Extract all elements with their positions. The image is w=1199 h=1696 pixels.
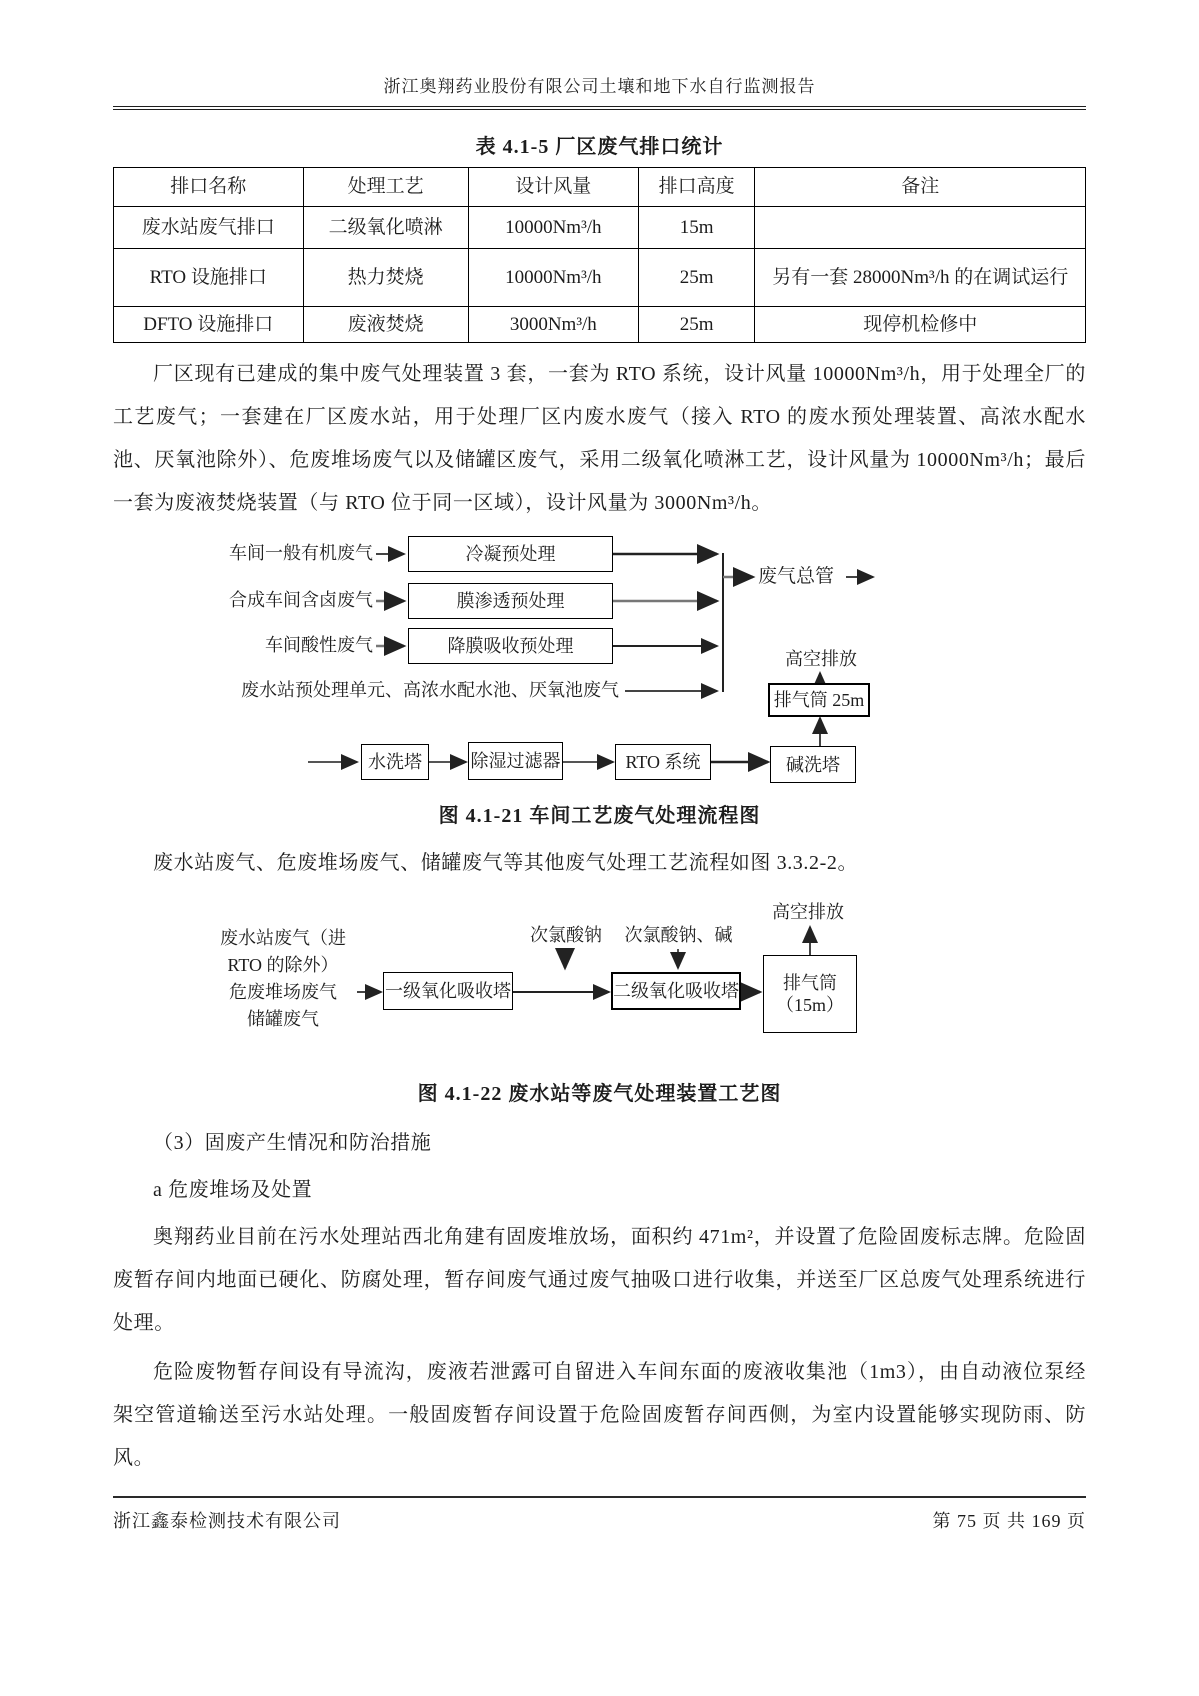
col-header-outlet-name: 排口名称 bbox=[114, 168, 304, 207]
source-line-3: 危废堆场废气 bbox=[229, 982, 337, 1002]
paragraph-other-gas-intro: 废水站废气、危废堆场废气、储罐废气等其他废气处理工艺流程如图 3.3.2-2。 bbox=[153, 852, 859, 874]
cell-outlet-name: DFTO 设施排口 bbox=[114, 307, 304, 343]
paragraph-waste-yard-detail: 奥翔药业目前在污水处理站西北角建有固废堆放场，面积约 471m²，并设置了危险固废标志牌。危险固废暂存间内地面已硬化、防腐处理，暂存间废气通过废气抽吸口进行收集，并送至厂区总废气处理系统进行处理。 bbox=[113, 1226, 1086, 1334]
col-header-process: 处理工艺 bbox=[303, 168, 468, 207]
box-membrane-pretreatment: 膜渗透预处理 bbox=[408, 583, 613, 619]
source-line-4: 储罐废气 bbox=[247, 1009, 319, 1029]
col-header-remark: 备注 bbox=[755, 168, 1086, 207]
figure2-caption: 图 4.1-22 废水站等废气处理装置工艺图 bbox=[417, 1083, 782, 1105]
box-condensation-pretreatment: 冷凝预处理 bbox=[408, 536, 613, 572]
cell-remark: 另有一套 28000Nm³/h 的在调试运行 bbox=[755, 249, 1086, 307]
box-stack-25m: 排气筒 25m bbox=[768, 683, 870, 717]
source-line-2: RTO 的除外） bbox=[227, 955, 339, 975]
table-row bbox=[114, 307, 1086, 343]
table-row bbox=[114, 207, 1086, 249]
cell-airflow: 10000Nm³/h bbox=[468, 249, 638, 307]
cell-airflow: 3000Nm³/h bbox=[468, 307, 638, 343]
label-sodium-hypochlorite: 次氯酸钠 bbox=[530, 925, 602, 945]
box-falling-film-pretreatment: 降膜吸收预处理 bbox=[408, 628, 613, 664]
label-main-exhaust-pipe: 废气总管 bbox=[758, 566, 835, 587]
paragraph-hazardous-storage-detail: 危险废物暂存间设有导流沟，废液若泄露可自留进入车间东面的废液收集池（1m3），由自动液位泵经架空管道输送至污水站处理。一般固废暂存间设置于危险固废暂存间西侧，为室内设置能够实现防雨、防风。 bbox=[113, 1361, 1086, 1469]
cell-height: 25m bbox=[638, 249, 755, 307]
figure1-caption: 图 4.1-21 车间工艺废气处理流程图 bbox=[438, 805, 761, 827]
source-line-1: 废水站废气（进 bbox=[220, 928, 346, 948]
source-gas-label-block bbox=[213, 925, 353, 1033]
box-water-wash-tower: 水洗塔 bbox=[361, 744, 429, 780]
box-secondary-oxidation-tower: 二级氧化吸收塔 bbox=[611, 972, 741, 1010]
cell-process: 热力焚烧 bbox=[303, 249, 468, 307]
input-label-organic-gas: 车间一般有机废气 bbox=[229, 543, 373, 563]
cell-height: 15m bbox=[638, 207, 755, 249]
input-label-acid-gas: 车间酸性废气 bbox=[265, 635, 373, 655]
col-header-outlet-height: 排口高度 bbox=[638, 168, 755, 207]
figure-workshop-exhaust-flow bbox=[113, 533, 1086, 785]
table-header-row bbox=[114, 168, 1086, 207]
label-high-altitude-discharge: 高空排放 bbox=[772, 902, 844, 922]
cell-airflow: 10000Nm³/h bbox=[468, 207, 638, 249]
cell-remark bbox=[755, 207, 1086, 249]
input-label-halogen-gas: 合成车间含卤废气 bbox=[229, 590, 373, 610]
stack-label-line2: （15m） bbox=[775, 995, 844, 1015]
footer-company: 浙江鑫泰检测技术有限公司 bbox=[113, 1511, 341, 1531]
label-sodium-hypochlorite-alkali: 次氯酸钠、碱 bbox=[624, 925, 733, 945]
box-alkali-wash-tower: 碱洗塔 bbox=[770, 746, 856, 783]
box-dehumidify-filter: 除湿过滤器 bbox=[468, 742, 563, 780]
box-stack-15m bbox=[763, 955, 857, 1033]
col-header-design-airflow: 设计风量 bbox=[468, 168, 638, 207]
paragraph-treatment-overview: 厂区现有已建成的集中废气处理装置 3 套，一套为 RTO 系统，设计风量 10000Nm³/h，用于处理全厂的工艺废气；一套建在厂区废水站，用于处理厂区内废水废气（接入 RTO 的废水预处理装置、高浓水配水池、厌氧池除外）、危废堆场废气以及储罐区废气，采用二级氧化喷淋工艺，设计风量为 10000Nm³/h；最后一套为废液焚烧装置（与 RTO 位于同一区域），设计风量为 3000Nm³/h。 bbox=[113, 363, 1086, 514]
cell-height: 25m bbox=[638, 307, 755, 343]
table-row bbox=[114, 249, 1086, 307]
heading-hazardous-waste-yard: a 危废堆场及处置 bbox=[153, 1179, 313, 1201]
figure-wastewater-exhaust-device bbox=[113, 897, 1086, 1047]
cell-process: 废液焚烧 bbox=[303, 307, 468, 343]
cell-remark: 现停机检修中 bbox=[755, 307, 1086, 343]
cell-process: 二级氧化喷淋 bbox=[303, 207, 468, 249]
stack-label-line1: 排气筒 bbox=[783, 973, 837, 993]
label-high-altitude-discharge: 高空排放 bbox=[785, 649, 857, 669]
footer-page-number: 第 75 页 共 169 页 bbox=[932, 1511, 1086, 1531]
exhaust-outlet-table bbox=[113, 167, 1086, 343]
input-label-wastewater-units-gas: 废水站预处理单元、高浓水配水池、厌氧池废气 bbox=[241, 680, 619, 700]
cell-outlet-name: 废水站废气排口 bbox=[114, 207, 304, 249]
page-header-title: 浙江奥翔药业股份有限公司土壤和地下水自行监测报告 bbox=[113, 72, 1086, 110]
page-footer bbox=[113, 1496, 1086, 1533]
box-primary-oxidation-tower: 一级氧化吸收塔 bbox=[383, 972, 513, 1010]
box-rto-system: RTO 系统 bbox=[615, 744, 711, 780]
table-caption: 表 4.1-5 厂区废气排口统计 bbox=[475, 136, 724, 158]
cell-outlet-name: RTO 设施排口 bbox=[114, 249, 304, 307]
heading-solid-waste: （3）固废产生情况和防治措施 bbox=[153, 1132, 432, 1154]
